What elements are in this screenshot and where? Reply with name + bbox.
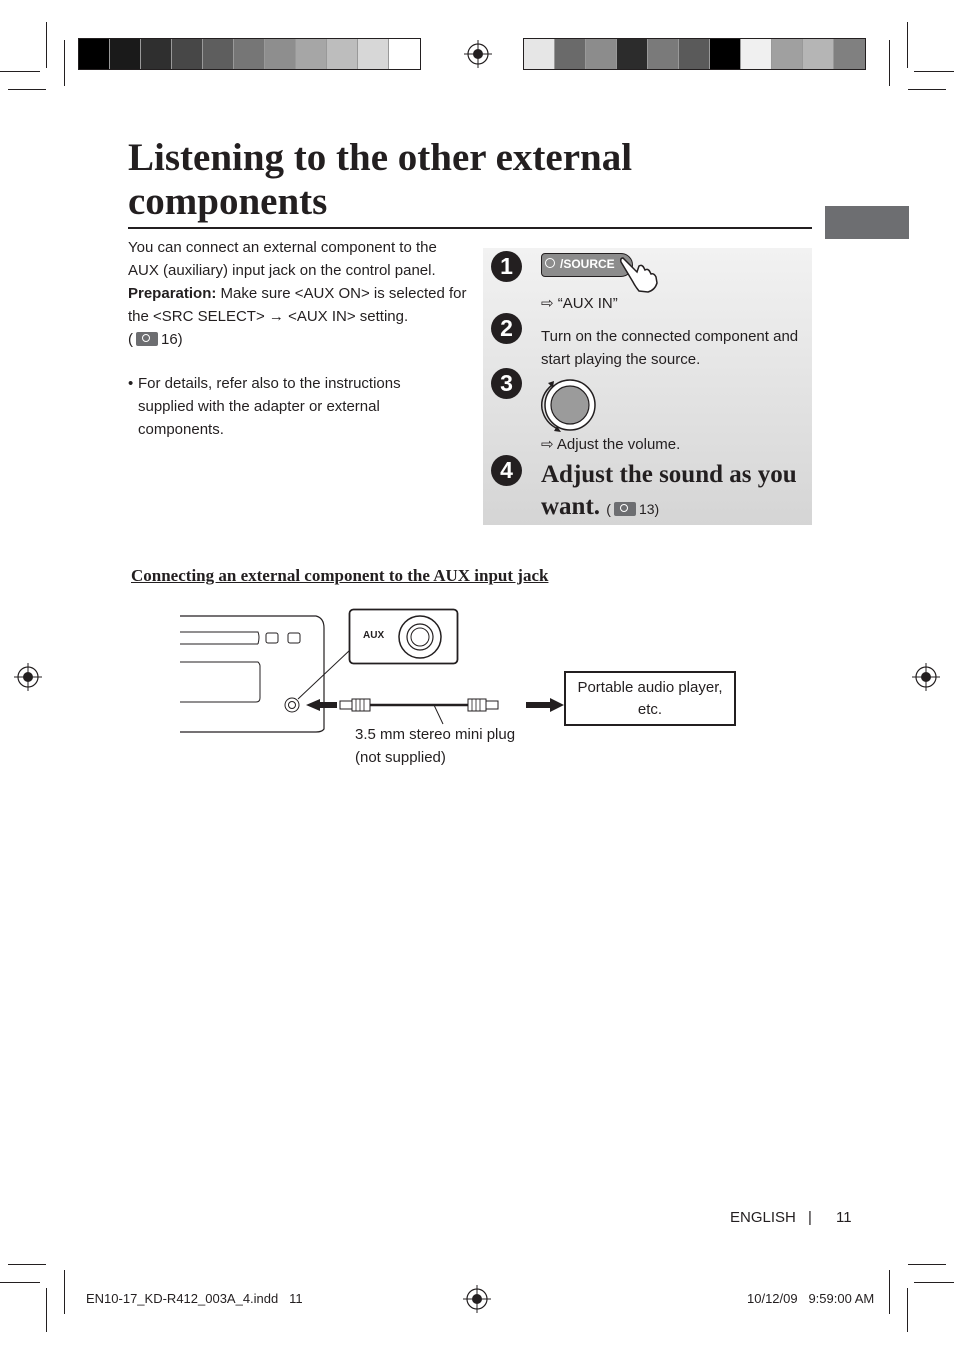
- crop-mark: [8, 89, 46, 90]
- preparation-text-b: <AUX IN> setting.: [288, 308, 409, 325]
- crop-mark: [914, 71, 954, 72]
- page-number: 11: [836, 1209, 852, 1226]
- intro-text: [128, 236, 468, 351]
- portable-audio-player-box: Portable audio player, etc.: [564, 671, 736, 726]
- crop-mark: [46, 22, 47, 68]
- ref-page: 13): [638, 501, 660, 517]
- aux-label: AUX: [363, 630, 385, 641]
- title-rule: [128, 227, 812, 229]
- plug-note: (not supplied): [355, 749, 446, 766]
- step-number: 2: [491, 313, 522, 344]
- registration-mark-icon: [14, 663, 42, 691]
- crop-mark: [64, 40, 65, 86]
- step-number: 4: [491, 455, 522, 486]
- plug-label: 3.5 mm stereo mini plug: [355, 726, 516, 743]
- magnifier-reference-icon: [614, 502, 636, 516]
- crop-mark: [46, 1288, 47, 1332]
- preparation-text-a: Make sure <AUX ON> is selected for the <SRC SELECT>: [128, 285, 467, 325]
- crop-mark: [914, 1282, 954, 1283]
- power-icon: [545, 258, 555, 268]
- ref-open: (: [128, 331, 133, 348]
- step-4-heading: Adjust the sound as you want.: [541, 461, 797, 520]
- step-1-result: ⇨ “AUX IN”: [541, 295, 618, 312]
- step-3-result: ⇨ Adjust the volume.: [541, 436, 681, 453]
- pointing-hand-icon: [617, 252, 661, 296]
- ref-page: 16): [161, 331, 183, 348]
- note-bullet: [128, 372, 428, 441]
- source-button: /SOURCE: [541, 253, 633, 277]
- bullet-text: For details, refer also to the instructions supplied with the adapter or external components.: [138, 375, 401, 438]
- crop-mark: [907, 1288, 908, 1332]
- ref-open: (: [606, 501, 611, 517]
- arrow-icon: →: [268, 308, 284, 325]
- preparation-label: Preparation:: [128, 285, 217, 302]
- magnifier-reference-icon: [136, 332, 158, 346]
- crop-mark: [0, 71, 40, 72]
- step-number: 3: [491, 368, 522, 399]
- registration-mark-icon: [463, 1285, 491, 1313]
- volume-knob-icon: [538, 375, 600, 435]
- crop-mark: [64, 1270, 65, 1314]
- intro-line: You can connect an external component to the AUX (auxiliary) input jack on the control panel.: [128, 239, 437, 279]
- registration-mark-icon: [464, 40, 492, 68]
- slug-filename: EN10-17_KD-R412_003A_4.indd 11: [86, 1291, 303, 1306]
- step-2-text: Turn on the connected component and start playing the source.: [541, 328, 799, 368]
- registration-mark-icon: [912, 663, 940, 691]
- crop-mark: [908, 1264, 946, 1265]
- footer-language: ENGLISH: [730, 1209, 796, 1226]
- section-tab: [825, 206, 909, 239]
- page-title: Listening to the other external components: [128, 136, 633, 223]
- color-bar-left: [78, 38, 421, 70]
- crop-mark: [907, 22, 908, 68]
- bullet-dot: •: [128, 375, 134, 392]
- step-4-text: [541, 459, 809, 525]
- crop-mark: [908, 89, 946, 90]
- arrow-right-icon: [526, 697, 566, 713]
- slug-timestamp: 10/12/09 9:59:00 AM: [747, 1291, 875, 1306]
- step-number: 1: [491, 251, 522, 282]
- crop-mark: [889, 1270, 890, 1314]
- color-bar-right: [523, 38, 866, 70]
- crop-mark: [0, 1282, 40, 1283]
- crop-mark: [8, 1264, 46, 1265]
- diagram-heading: Connecting an external component to the AUX input jack: [131, 566, 549, 585]
- footer-separator: |: [808, 1209, 812, 1226]
- crop-mark: [889, 40, 890, 86]
